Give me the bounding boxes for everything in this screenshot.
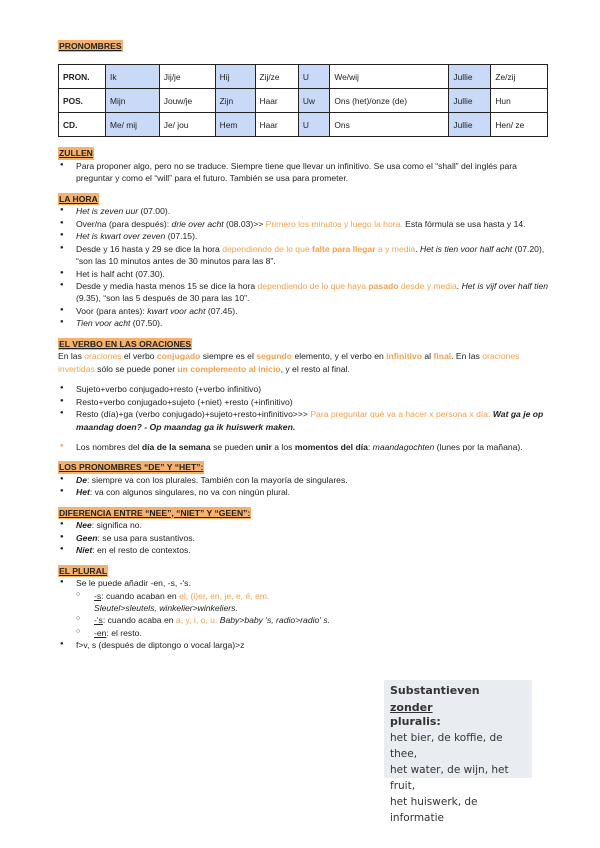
list-item	[58, 230, 548, 242]
image-line: het huiswerk, de informatie	[390, 795, 478, 824]
list-item	[58, 317, 548, 329]
highlight-text: un complemento al inicio	[177, 363, 281, 374]
table-cell: Jullie	[449, 89, 491, 113]
highlight-text: infinitivo	[386, 351, 422, 362]
text: Voor (para antes):	[76, 305, 148, 316]
highlight-text: el, (i)er, en, je, e, é, em.	[179, 590, 270, 601]
example-text: Tien voor acht	[76, 318, 131, 329]
row-label: CD.	[59, 113, 106, 137]
bold-text: Geen	[76, 532, 98, 543]
table-cell: Me/ mij	[106, 113, 160, 137]
example-text: Het is vijf over half tien	[461, 280, 549, 291]
hora-list	[58, 205, 548, 330]
highlight-text: dependiendo de lo que haya	[257, 280, 369, 291]
text: .	[456, 280, 462, 291]
text: a los	[271, 441, 295, 452]
text: al	[421, 351, 434, 362]
list-item	[58, 532, 548, 544]
highlight-text: a, y, i, o, u.	[175, 615, 218, 626]
table-cell: Ons (het)/onze (de)	[330, 89, 449, 113]
text: : va con algunos singulares, no va con ningún plural.	[89, 487, 291, 498]
zullen-list	[58, 160, 548, 185]
document-page	[58, 40, 548, 652]
table-cell: Jij/je	[159, 65, 215, 89]
plural-example-image	[384, 680, 532, 824]
verbo-paragraph	[58, 350, 548, 375]
table-row	[59, 89, 548, 113]
table-cell: Uw	[298, 89, 330, 113]
table-cell: Hun	[491, 89, 548, 113]
text: Substantieven	[390, 684, 480, 697]
row-label: POS.	[59, 89, 106, 113]
table-cell: Hem	[215, 113, 255, 137]
text: (9.35), “son las 5 después de 30 para las 10”.	[76, 293, 250, 304]
example-text: drie over acht	[171, 218, 224, 229]
text: : el resto.	[106, 627, 142, 638]
list-item: ● Resto+verbo conjugado+sujeto (+niet) +resto (+infinitivo)	[58, 396, 548, 408]
list-item	[58, 218, 548, 230]
table-cell: Ze/zij	[491, 65, 548, 89]
example-text: Sleutel>sleutels, winkelier>winkeliers.	[94, 602, 238, 613]
table-cell: Hen/ ze	[491, 113, 548, 137]
image-title	[390, 683, 526, 716]
text: se pueden	[210, 441, 256, 452]
table-cell: Zijn	[215, 89, 255, 113]
text: En las	[58, 351, 85, 362]
text: : significa no.	[91, 520, 142, 531]
table-cell: Je/ jou	[159, 113, 215, 137]
text: , y el resto al final.	[280, 363, 350, 374]
example-text: Het is zeven uur	[76, 206, 139, 217]
verbo-note-list	[58, 441, 548, 453]
text: siempre es el	[200, 351, 257, 362]
pronombres-heading: PRONOMBRES	[59, 41, 122, 51]
text: (07.50).	[130, 318, 163, 329]
bold-text: Het	[76, 487, 90, 498]
text: (08.03)>>	[223, 218, 266, 229]
highlight-text: Primero los minutos y luego la hora.	[265, 218, 403, 229]
text: (07.45).	[205, 305, 238, 316]
nee-heading: DIFERENCIA ENTRE “NEE”, “NIET” Y “GEEN”:	[59, 507, 251, 518]
text: el verbo	[121, 351, 157, 362]
bold-text: momentos del día	[294, 441, 368, 452]
image-subtitle: pluralis:	[390, 715, 441, 729]
table-row	[59, 65, 548, 89]
text: (lunes por la mañana).	[434, 441, 523, 452]
list-item: ● Se le puede añadir -en, -s, -'s.	[58, 577, 378, 589]
hora-heading: LA HORA	[59, 193, 98, 204]
table-cell: Jouw/je	[159, 89, 215, 113]
plural-list-2	[58, 639, 378, 651]
pronombres-table	[58, 64, 548, 137]
zullen-heading: ZULLEN	[59, 148, 93, 159]
example-text: Baby>baby 's, radio>radio' s.	[217, 615, 331, 626]
example-text: maandagochten	[372, 441, 435, 452]
list-item	[58, 474, 548, 486]
plural-heading: EL PLURAL	[59, 565, 108, 576]
table-cell: Mijn	[106, 89, 160, 113]
table-cell: Jullie	[449, 113, 491, 137]
highlight-text: pasado	[368, 280, 399, 291]
example-text: Op maandag ga ik huiswerk maken.	[149, 421, 296, 432]
table-row	[59, 113, 548, 137]
list-item	[58, 614, 388, 626]
text: Over/na (para después):	[76, 218, 172, 229]
text: (07.15).	[165, 231, 198, 242]
plural-sublist	[58, 590, 388, 640]
highlight-text: Para preguntar qué va a hacer x persona x día:	[310, 409, 493, 420]
text: sólo se puede poner	[94, 363, 178, 374]
text: Resto (día)+ga (verbo conjugado)+sujeto+resto+infinitivo>>>	[76, 409, 311, 420]
suffix-text: -s	[94, 590, 102, 601]
example-text: Het is tien voor half acht	[420, 243, 513, 254]
table-cell: U	[298, 65, 330, 89]
highlight-text: dependiendo de lo que	[222, 243, 313, 254]
example-text: Wat ga je op maandag doen?	[76, 409, 544, 432]
list-item	[58, 590, 388, 615]
text: zonder	[390, 700, 433, 714]
list-item	[58, 408, 548, 433]
suffix-text: -'s	[94, 615, 103, 626]
bold-text: Nee	[76, 520, 92, 531]
list-item	[58, 544, 548, 556]
dehet-list	[58, 474, 548, 499]
list-item	[58, 205, 548, 217]
list-item	[58, 486, 548, 498]
table-cell: Haar	[255, 89, 298, 113]
example-text: Het is kwart over zeven	[76, 231, 166, 242]
text: (07.20), “son las 10 minutos antes de 30 minutos para las 8”.	[76, 243, 545, 267]
highlight-text: segundo	[256, 351, 293, 362]
text: : se usa para sustantivos.	[97, 532, 195, 543]
suffix-text: -en	[94, 627, 107, 638]
text: : cuando acaba en	[102, 615, 176, 626]
row-label: PRON.	[59, 65, 106, 89]
list-item: ● f>v, s (después de diptongo o vocal larga)>z	[58, 639, 378, 651]
list-item: ● Het is half acht (07.30).	[58, 268, 548, 280]
table-cell: Hij	[215, 65, 255, 89]
highlight-text: oraciones invertidas	[58, 351, 520, 374]
highlight-text: conjugado	[156, 351, 201, 362]
text: .	[415, 243, 420, 254]
text: : en el resto de contextos.	[92, 545, 191, 556]
text: Desde y media hasta menos 15 se dice la hora	[76, 280, 258, 291]
bold-text: De	[76, 474, 87, 485]
highlight-text: a y media	[375, 243, 416, 254]
text: . En las	[451, 351, 483, 362]
dehet-heading: LOS PRONOMBRES “DE” Y “HET”:	[59, 462, 204, 473]
table-cell: U	[298, 113, 330, 137]
verbo-heading: EL VERBO EN LAS ORACIONES	[59, 338, 192, 349]
list-item	[58, 305, 548, 317]
list-item	[58, 441, 548, 453]
text: Desde y 16 hasta y 29 se dice la hora	[76, 243, 223, 254]
list-item	[58, 243, 548, 268]
text: : siempre va con los plurales. También con la mayoría de singulares.	[87, 474, 348, 485]
image-line: het bier, de koffie, de thee,	[390, 732, 503, 761]
bold-text: Niet	[76, 545, 93, 556]
table-cell: Haar	[255, 113, 298, 137]
text: : cuando acaban en	[101, 590, 180, 601]
highlight-text: oraciones	[84, 351, 122, 362]
highlight-text: falte para llegar	[312, 243, 376, 254]
list-item	[58, 627, 388, 639]
image-line: het water, de wijn, het fruit,	[390, 764, 509, 793]
bold-text: unir	[255, 441, 272, 452]
table-cell: Zij/ze	[255, 65, 298, 89]
table-cell: We/wij	[330, 65, 449, 89]
text: Esta fórmula se usa hasta y 14.	[402, 218, 526, 229]
text: :	[367, 441, 373, 452]
list-item	[58, 519, 548, 531]
text: (07.00).	[138, 206, 171, 217]
table-cell: Jullie	[449, 65, 491, 89]
text: -	[141, 421, 150, 432]
bold-text: día de la semana	[141, 441, 211, 452]
table-cell: Ik	[106, 65, 160, 89]
highlight-text: desde y media	[398, 280, 457, 291]
table-cell: Ons	[330, 113, 449, 137]
verbo-list	[58, 383, 548, 433]
nee-list	[58, 519, 548, 556]
text: elemento, y el verbo en	[292, 351, 387, 362]
list-item	[58, 280, 548, 305]
highlight-text: final	[433, 351, 452, 362]
example-text: kwart voor acht	[147, 305, 206, 316]
plural-list	[58, 577, 378, 589]
text: Los nombres del	[76, 441, 142, 452]
list-item: ● Para proponer algo, pero no se traduce. Siempre tiene que llevar un infinitivo. Se usa como el “shall” del inglés para preguntar y como el “will” para el futuro. También se usa para prometer.	[58, 160, 548, 185]
list-item: ● Sujeto+verbo conjugado+resto (+verbo infinitivo)	[58, 383, 548, 395]
